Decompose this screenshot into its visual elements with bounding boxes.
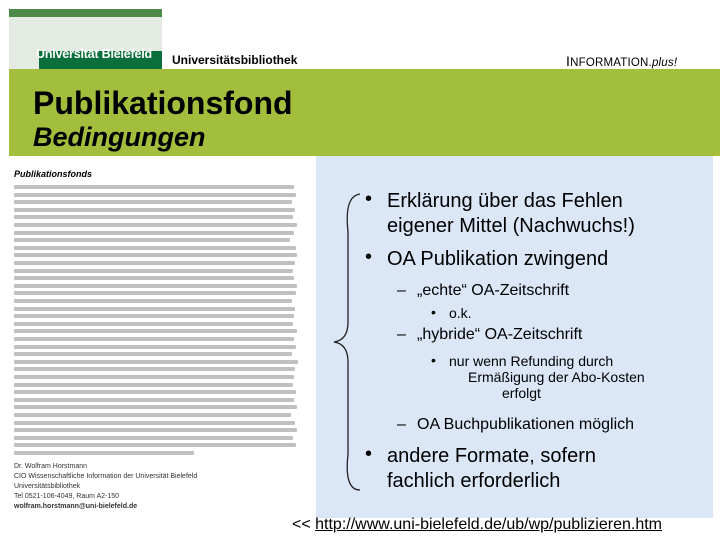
document-footer-line: Tel 0521-106-4049, Raum A2-150 xyxy=(14,493,120,500)
item-oa-books: OA Buchpublikationen möglich xyxy=(417,416,635,433)
document-text-line xyxy=(14,375,294,379)
document-text-line xyxy=(14,367,295,371)
document-text-line xyxy=(14,200,292,204)
item-other-formats: andere Formate, sofern xyxy=(387,445,596,467)
document-text-line xyxy=(14,307,295,311)
document-text-line xyxy=(14,413,291,417)
library-label: Universitätsbibliothek xyxy=(172,53,298,67)
brand-prefix: I xyxy=(566,53,571,69)
document-text-line xyxy=(14,360,298,364)
document-footer-line: Dr. Wolfram Horstmann xyxy=(14,463,87,470)
document-text-line xyxy=(14,443,296,447)
page-title: Publikationsfond xyxy=(33,85,293,121)
document-text-line xyxy=(14,428,297,432)
logo-text: Universität Bielefeld xyxy=(36,47,152,61)
footer-prefix: << xyxy=(292,516,311,533)
document-text-line xyxy=(14,398,294,402)
brace-icon xyxy=(330,192,364,492)
item-other-formats-cont: fachlich erforderlich xyxy=(387,470,561,492)
document-text-line xyxy=(14,269,293,273)
document-text-line xyxy=(14,208,295,212)
dash-icon: – xyxy=(397,326,406,343)
item-ok: o.k. xyxy=(449,305,472,321)
page-subtitle: Bedingungen xyxy=(33,122,206,152)
item-statement: Erklärung über das Fehlen xyxy=(387,190,623,212)
document-text-line xyxy=(14,345,296,349)
document-footer-line: wolfram.horstmann@uni-bielefeld.de xyxy=(14,503,138,510)
document-text-line xyxy=(14,322,293,326)
document-text-line xyxy=(14,337,294,341)
document-text-line xyxy=(14,421,295,425)
dash-icon: – xyxy=(397,416,406,433)
document-text-line xyxy=(14,238,290,242)
item-hybrid-oa-journal: „hybride“ OA-Zeitschrift xyxy=(417,326,583,343)
logo-stripe xyxy=(9,9,162,17)
item-real-oa-journal: „echte“ OA-Zeitschrift xyxy=(417,282,570,299)
brand-suffix: plus! xyxy=(651,57,678,69)
footer-link-row xyxy=(292,516,662,534)
document-footer-line: Universitätsbibliothek xyxy=(14,483,81,490)
document-text-line xyxy=(14,314,294,318)
document-text-line xyxy=(14,299,292,303)
document-text-line xyxy=(14,193,296,197)
document-text-line xyxy=(14,231,294,235)
document-footer-line: CIO Wissenschaftliche Information der Universität Bielefeld xyxy=(14,473,198,480)
document-text-line xyxy=(14,215,293,219)
publishing-info-link[interactable]: http://www.uni-bielefeld.de/ub/wp/publizieren.htm xyxy=(315,516,662,533)
document-text-line xyxy=(14,405,297,409)
bullet-icon: • xyxy=(431,352,436,368)
item-statement-cont: eigener Mittel (Nachwuchs!) xyxy=(387,215,635,237)
brand-main: NFORMATION. xyxy=(570,57,652,69)
document-text-line xyxy=(14,329,297,333)
document-text-line xyxy=(14,261,295,265)
document-text-line xyxy=(14,223,297,227)
item-refunding: nur wenn Refunding durch xyxy=(449,353,614,369)
document-text-line xyxy=(14,390,296,394)
bullet-icon: • xyxy=(431,304,436,320)
document-text-line xyxy=(14,352,292,356)
document-heading: Publikationsfonds xyxy=(14,169,93,179)
bullet-icon: • xyxy=(365,443,373,465)
document-text-line xyxy=(14,246,296,250)
bullet-icon: • xyxy=(365,188,373,210)
item-refunding-cont: Ermäßigung der Abo-Kosten xyxy=(468,369,645,385)
document-text-line xyxy=(14,253,297,257)
document-text-line xyxy=(14,284,297,288)
document-text-line xyxy=(14,436,293,440)
document-text-line xyxy=(14,451,194,455)
dash-icon: – xyxy=(397,282,406,299)
document-text-line xyxy=(14,185,294,189)
item-oa-required: OA Publikation zwingend xyxy=(387,248,609,270)
bullet-icon: • xyxy=(365,246,373,268)
document-text-line xyxy=(14,383,293,387)
brand-label xyxy=(566,53,677,69)
item-refunding-end: erfolgt xyxy=(502,385,541,401)
document-text-line xyxy=(14,276,294,280)
document-text-line xyxy=(14,291,296,295)
